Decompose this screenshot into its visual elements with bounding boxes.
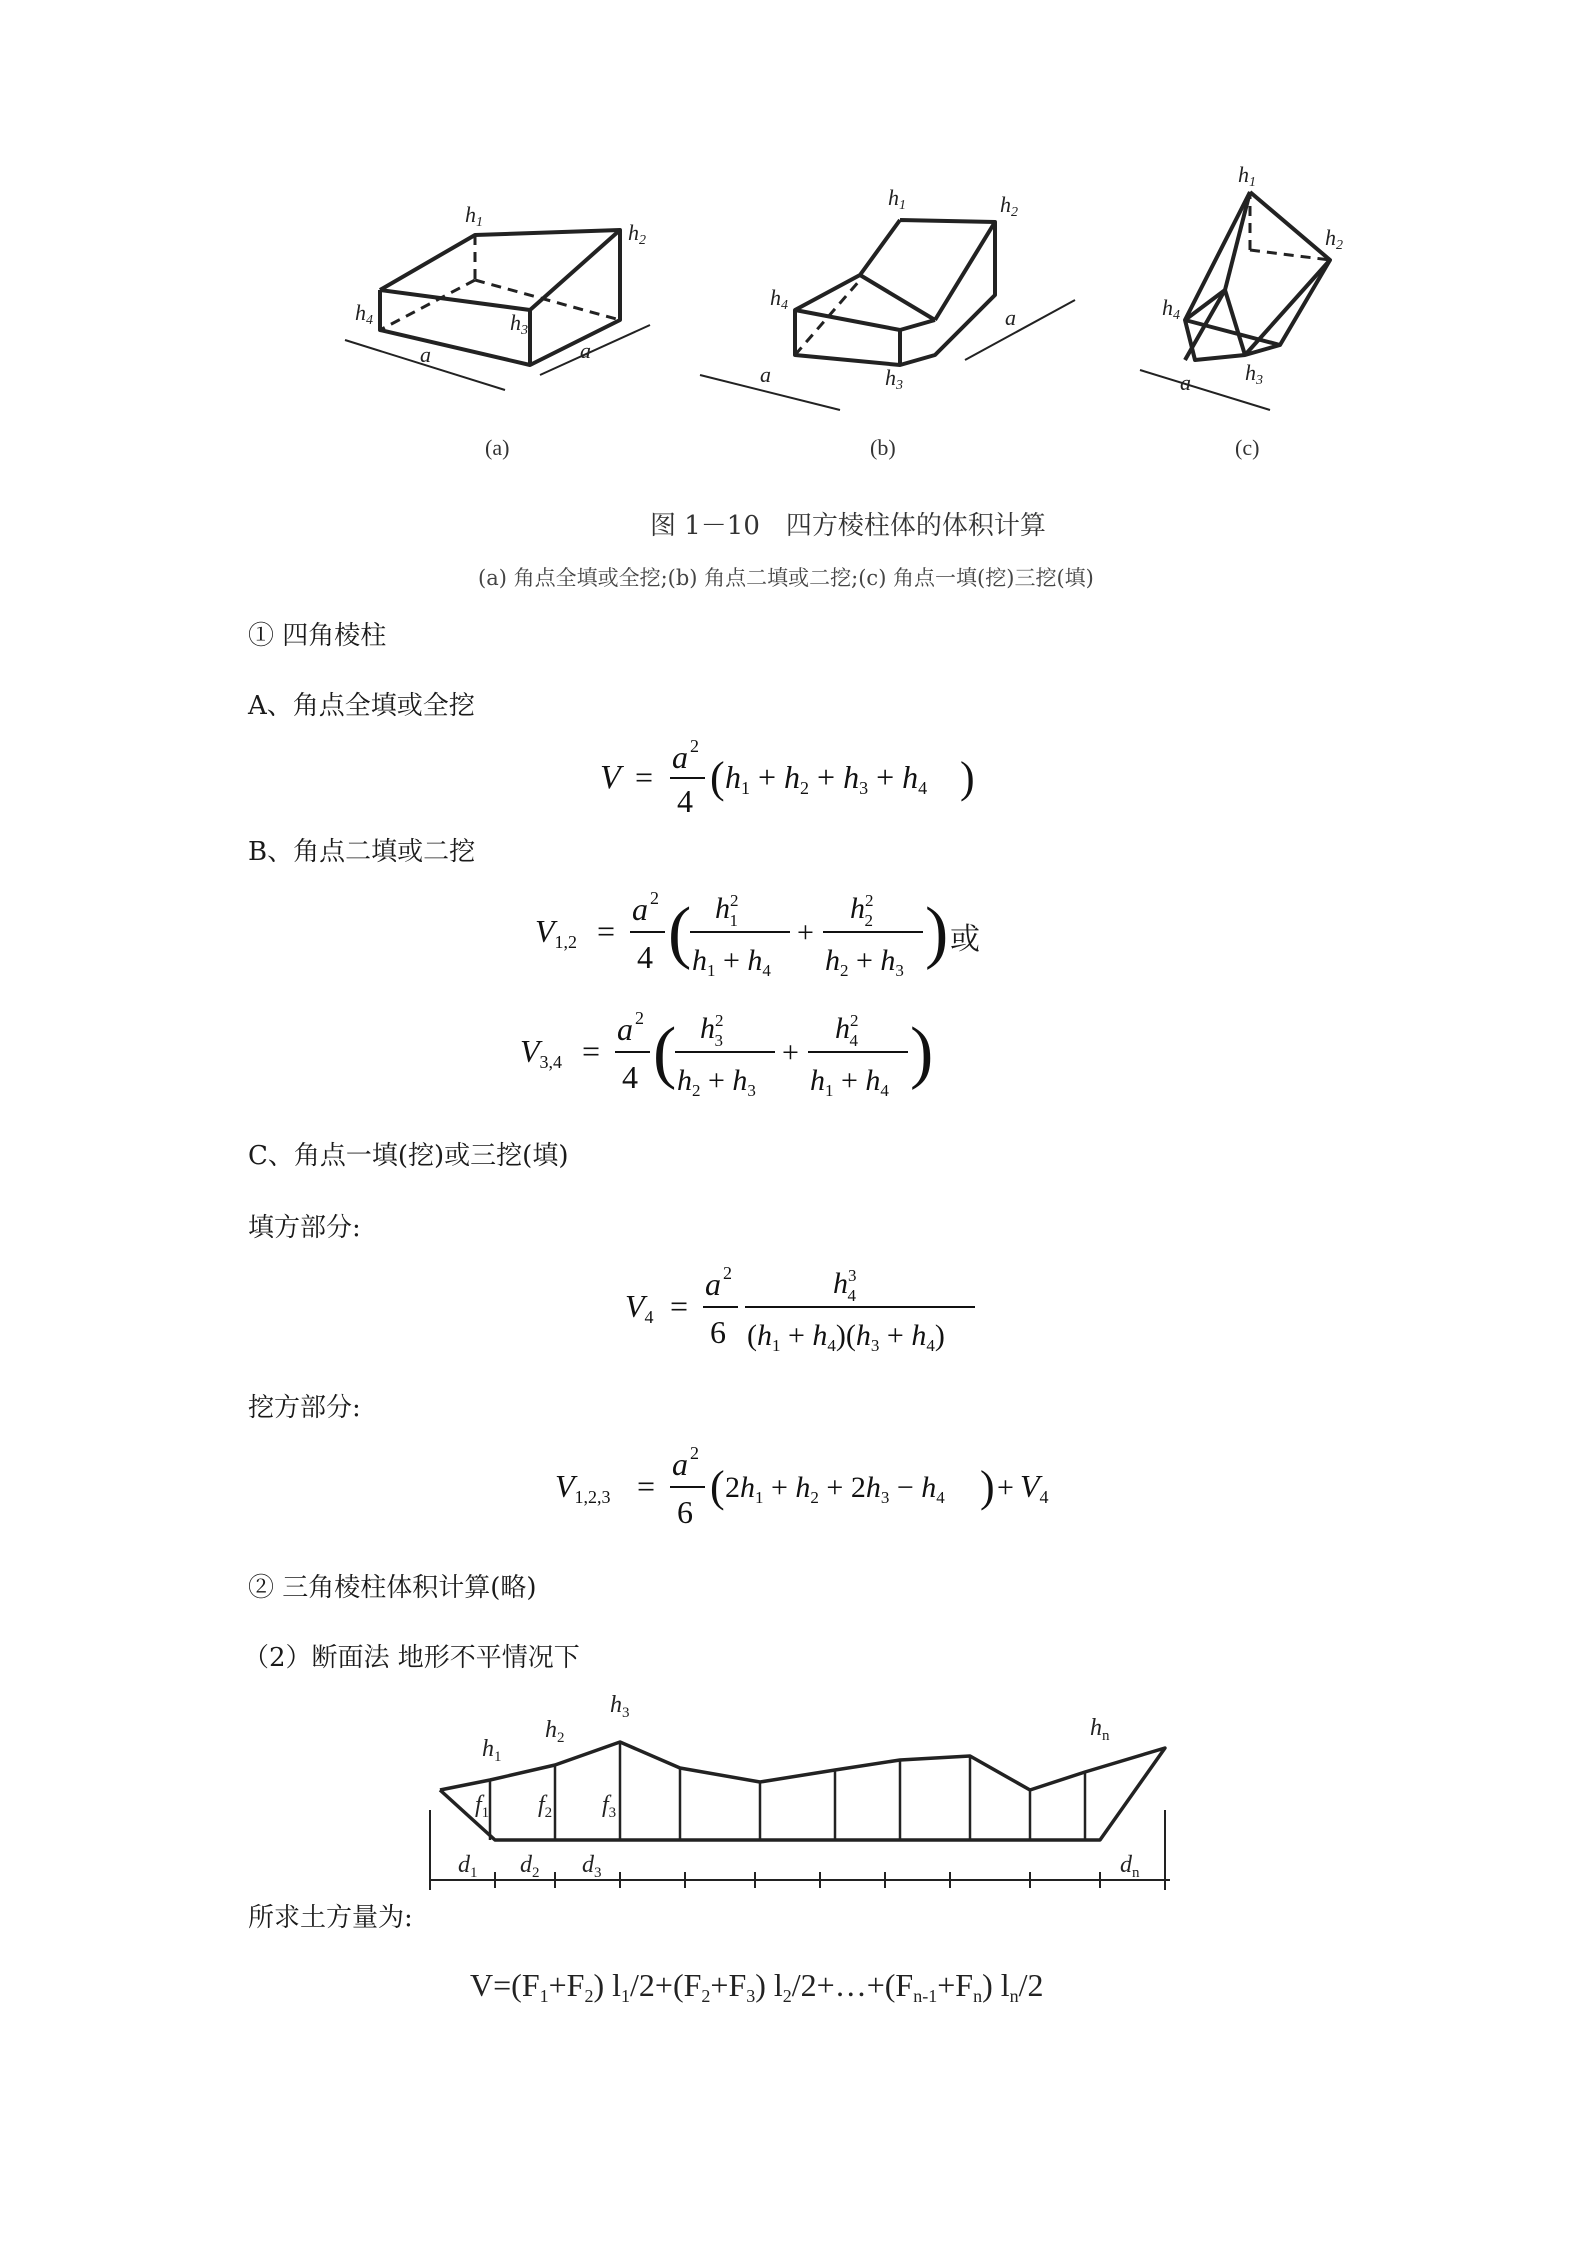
- svg-text:f1: $f_1$: [475, 1792, 490, 1821]
- prism-a: [345, 230, 650, 390]
- cut-part-heading: 挖方部分:: [248, 1393, 361, 1423]
- svg-text:h1 + h4: $h_1 + h_4$: [810, 1064, 889, 1100]
- svg-text:h23: $h^2$ 3: [700, 1011, 724, 1050]
- svg-text:(h1 + h4)(h3 + h4): $(h_1 + h_4)(h_3 + h_4)$: [747, 1319, 945, 1355]
- formula-c1: [625, 1255, 1005, 1365]
- svg-text:): ): [980, 1462, 995, 1511]
- svg-text:=: =: [582, 1033, 601, 1069]
- svg-text:6: 6: [677, 1494, 693, 1530]
- total-volume-heading: 所求土方量为:: [248, 1903, 413, 1933]
- svg-text:(: (: [653, 1014, 677, 1091]
- svg-text:h3: $h_3$: [610, 1692, 630, 1721]
- svg-text:4: 4: [622, 1059, 638, 1095]
- svg-text:h2: h2: [1325, 225, 1343, 253]
- svg-text:h1: h1: [465, 202, 483, 230]
- panel-a-label: (a): [485, 435, 510, 460]
- svg-text:+: +: [797, 916, 814, 949]
- section-triangular-prism: ② 三角棱柱体积计算(略): [248, 1573, 537, 1603]
- svg-text:h4: h4: [355, 300, 373, 328]
- svg-text:6: 6: [710, 1314, 726, 1350]
- svg-text:4: 4: [677, 783, 693, 819]
- svg-text:h2 + h3: $h_2 + h_3$: [677, 1064, 756, 1100]
- svg-text:a: a: [1180, 370, 1191, 395]
- svg-text:dn: $d_n$: [1120, 1852, 1140, 1881]
- svg-text:(: (: [710, 1462, 725, 1511]
- svg-text:V1,2: V1,2: [535, 913, 578, 952]
- svg-text:h1: h1: [888, 185, 906, 213]
- svg-text:): ): [910, 1014, 934, 1091]
- svg-text:a: a: [672, 1446, 688, 1482]
- svg-text:h1 + h2 + h3 + h4: h1 + h2 + h3 + h4: [725, 759, 928, 798]
- svg-text:f2: $f_2$: [538, 1792, 553, 1821]
- svg-text:hn: $h_n$: [1090, 1715, 1110, 1744]
- svg-text:(: (: [668, 894, 692, 971]
- svg-text:h2: $h_2$: [545, 1717, 565, 1746]
- svg-text:): ): [960, 753, 975, 802]
- svg-text:V3,4: V3,4: [520, 1033, 563, 1072]
- svg-text:h3: h3: [885, 365, 903, 393]
- svg-text:h1: h1: [1238, 162, 1256, 190]
- svg-text:a: a: [760, 362, 771, 387]
- svg-text:(: (: [710, 753, 725, 802]
- svg-text:V: V: [600, 759, 621, 796]
- svg-text:=: =: [637, 1468, 656, 1504]
- svg-text:a: a: [705, 1266, 721, 1302]
- formula-b1: [535, 880, 995, 990]
- svg-text:2: 2: [690, 1443, 699, 1463]
- svg-text:V4: V4: [1020, 1468, 1049, 1507]
- svg-text:a: a: [632, 891, 648, 927]
- svg-text:f3: $f_3$: [602, 1792, 617, 1821]
- svg-text:h4: h4: [770, 285, 788, 313]
- formula-b2: [520, 1000, 940, 1110]
- svg-text:h24: $h^2$ 4: [835, 1011, 859, 1050]
- svg-text:V1,2,3: V1,2,3: [555, 1468, 611, 1507]
- cross-section-figure: [420, 1680, 1180, 1900]
- section-four-corner-prism: ① 四角棱柱: [248, 621, 387, 651]
- or-word: 或: [950, 922, 980, 957]
- svg-text:h3: h3: [510, 310, 528, 338]
- svg-text:): ): [925, 894, 949, 971]
- svg-text:d3: $d_3$: [582, 1852, 602, 1881]
- svg-text:d1: $d_1$: [458, 1852, 478, 1881]
- svg-text:h34: $h^3$ 4: [833, 1266, 857, 1305]
- section-c-heading: C、角点一填(挖)或三挖(填): [248, 1141, 569, 1171]
- svg-text:h2: h2: [1000, 192, 1018, 220]
- formula-c2: [555, 1435, 1075, 1545]
- section-a-heading: A、角点全填或全挖: [248, 691, 475, 721]
- svg-text:=: =: [670, 1288, 689, 1324]
- svg-text:a: a: [1005, 305, 1016, 330]
- svg-text:2h1 + h2 + 2h3 − h4: $2h_1 + h_2 + 2h_3 - h_4$: [725, 1471, 945, 1507]
- svg-text:a: a: [672, 739, 688, 775]
- svg-text:2: 2: [723, 1263, 732, 1283]
- svg-text:V=(F1+F2) l1/2+(F2+F3) l2/2+…+: V=(F1+F2) l1/2+(F2+F3) l2/2+…+(Fn-1+Fn) ln/2: [470, 1967, 1044, 2006]
- svg-text:d2: $d_2$: [520, 1852, 540, 1881]
- panel-c-label: (c): [1235, 435, 1260, 460]
- panel-b-label: (b): [870, 435, 896, 460]
- section-b-heading: B、角点二填或二挖: [248, 837, 476, 867]
- svg-text:h3: h3: [1245, 360, 1263, 388]
- svg-text:h2 + h3: $h_2 + h_3$: [825, 944, 904, 980]
- svg-text:V4: V4: [625, 1288, 654, 1327]
- svg-text:h22: $h^2$ 2: [850, 891, 874, 930]
- svg-text:h1: $h_1$: [482, 1736, 502, 1765]
- formula-d: [470, 1950, 1150, 2020]
- figure-caption: 图 1－10 四方棱柱体的体积计算: [650, 511, 1046, 541]
- figure-subcaption: (a) 角点全填或全挖;(b) 角点二填或二挖;(c) 角点一填(挖)三挖(填): [478, 566, 1094, 590]
- svg-text:4: 4: [637, 939, 653, 975]
- svg-text:h1 + h4: $h_1 + h_4$: [692, 944, 771, 980]
- svg-text:h4: h4: [1162, 295, 1180, 323]
- svg-text:2: 2: [690, 736, 699, 756]
- svg-text:=: =: [635, 759, 654, 795]
- svg-text:2: 2: [650, 888, 659, 908]
- svg-text:a: a: [617, 1011, 633, 1047]
- svg-text:a: a: [580, 338, 591, 363]
- svg-text:+: +: [997, 1471, 1014, 1504]
- svg-text:+: +: [782, 1036, 799, 1069]
- svg-text:h2: h2: [628, 220, 646, 248]
- fill-part-heading: 填方部分:: [248, 1213, 361, 1243]
- svg-text:h21: $h^2$ 1: [715, 891, 739, 930]
- section-cross-section-method: （2）断面法 地形不平情况下: [243, 1643, 580, 1673]
- svg-text:a: a: [420, 342, 431, 367]
- svg-text:2: 2: [635, 1008, 644, 1028]
- svg-text:=: =: [597, 913, 616, 949]
- formula-a: [600, 730, 1000, 820]
